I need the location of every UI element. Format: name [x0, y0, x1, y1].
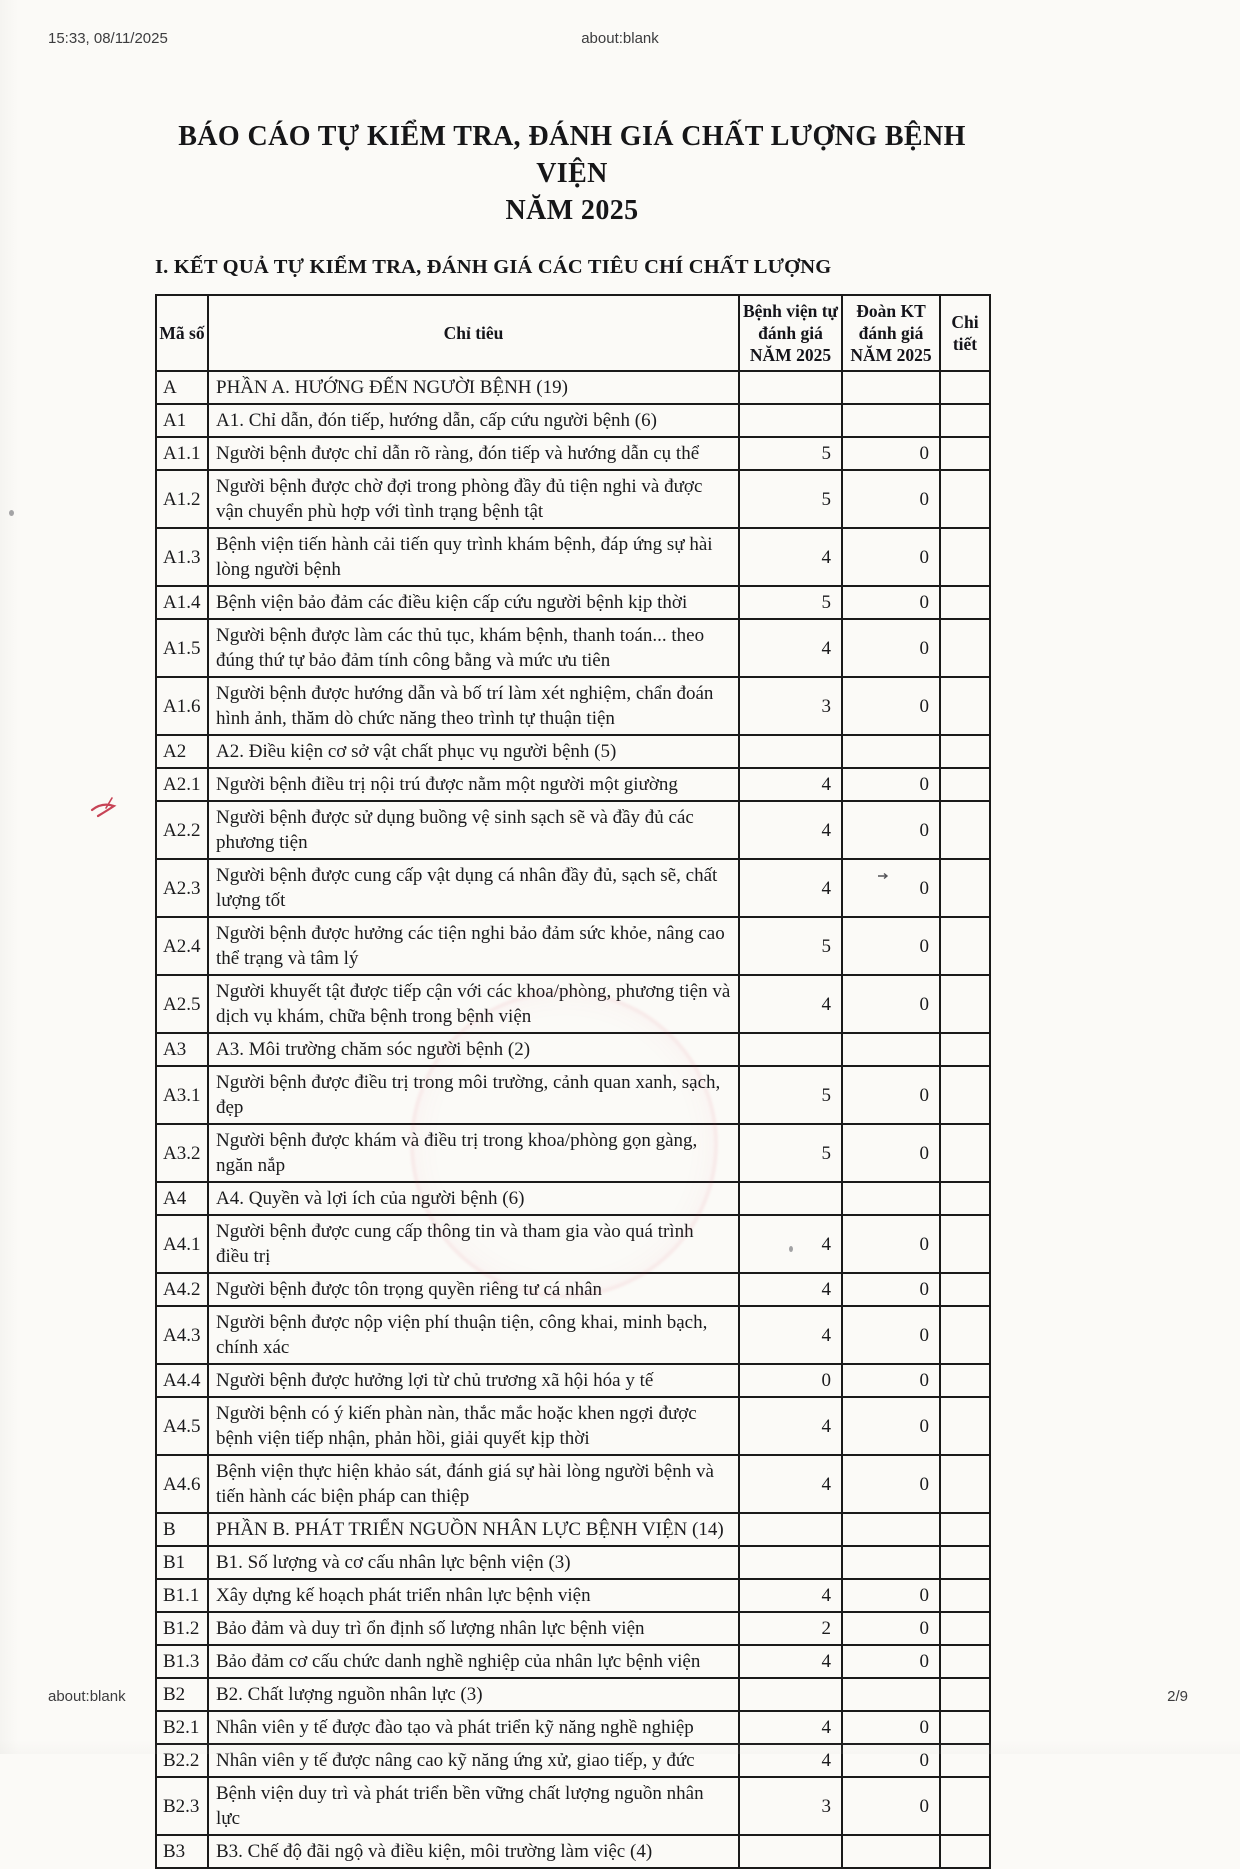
table-row [156, 801, 990, 859]
row-team-score: 0 [842, 859, 940, 917]
row-team-score: 0 [842, 801, 940, 859]
row-team-score: 0 [842, 1306, 940, 1364]
row-self-score: 3 [739, 677, 842, 735]
print-footer [48, 1688, 1188, 1708]
row-detail [940, 586, 990, 619]
row-team-score: 0 [842, 437, 940, 470]
document-title-line1: BÁO CÁO TỰ KIỂM TRA, ĐÁNH GIÁ CHẤT LƯỢNG BỆNH VIỆN [178, 121, 966, 189]
row-self-score [739, 371, 842, 404]
row-detail [940, 1364, 990, 1397]
table-row [156, 1777, 990, 1835]
row-criteria: Người bệnh được điều trị trong môi trường, cảnh quan xanh, sạch, đẹp [208, 1066, 739, 1124]
row-criteria: Bệnh viện thực hiện khảo sát, đánh giá sự hài lòng người bệnh và tiến hành các biện pháp can thiệp [208, 1455, 739, 1513]
row-team-score: 0 [842, 917, 940, 975]
row-detail [940, 437, 990, 470]
row-criteria: Bệnh viện duy trì và phát triển bền vững chất lượng nguồn nhân lực [208, 1777, 739, 1835]
row-team-score: 0 [842, 1215, 940, 1273]
table-row [156, 975, 990, 1033]
row-self-score: 4 [739, 1711, 842, 1744]
row-code: A4.6 [156, 1455, 208, 1513]
row-code: A2.1 [156, 768, 208, 801]
table-row [156, 371, 990, 404]
row-self-score: 4 [739, 1744, 842, 1777]
row-code: A3.1 [156, 1066, 208, 1124]
table-row [156, 677, 990, 735]
row-self-score [739, 1546, 842, 1579]
criteria-table [155, 294, 991, 1869]
row-detail [940, 1513, 990, 1546]
row-self-score: 4 [739, 619, 842, 677]
row-team-score [842, 1513, 940, 1546]
row-code: A3 [156, 1033, 208, 1066]
row-team-score: 0 [842, 1124, 940, 1182]
table-row [156, 1066, 990, 1124]
row-detail [940, 1215, 990, 1273]
row-team-score [842, 1835, 940, 1868]
table-row [156, 1835, 990, 1868]
row-criteria: Người bệnh điều trị nội trú được nằm một người một giường [208, 768, 739, 801]
row-detail [940, 1744, 990, 1777]
table-row [156, 1182, 990, 1215]
row-self-score [739, 735, 842, 768]
scan-speck [789, 1246, 793, 1252]
row-team-score: 0 [842, 1455, 940, 1513]
table-header-row [156, 295, 990, 371]
row-detail [940, 1835, 990, 1868]
row-detail [940, 1777, 990, 1835]
row-team-score: 0 [842, 1273, 940, 1306]
row-criteria: B2. Chất lượng nguồn nhân lực (3) [208, 1678, 739, 1711]
table-row [156, 859, 990, 917]
row-detail [940, 801, 990, 859]
row-criteria: Người khuyết tật được tiếp cận với các khoa/phòng, phương tiện và dịch vụ khám, chữa bệnh trong bệnh viện [208, 975, 739, 1033]
row-detail [940, 528, 990, 586]
row-code: A2.4 [156, 917, 208, 975]
red-pen-mark-icon [88, 794, 122, 828]
row-criteria: Người bệnh được cung cấp thông tin và tham gia vào quá trình điều trị [208, 1215, 739, 1273]
row-team-score: 0 [842, 677, 940, 735]
row-team-score: 0 [842, 1645, 940, 1678]
table-row [156, 1124, 990, 1182]
row-detail [940, 1546, 990, 1579]
table-row [156, 1215, 990, 1273]
row-code: B2.2 [156, 1744, 208, 1777]
row-criteria: Nhân viên y tế được đào tạo và phát triển kỹ năng nghề nghiệp [208, 1711, 739, 1744]
row-criteria: Người bệnh được hướng dẫn và bố trí làm xét nghiệm, chẩn đoán hình ảnh, thăm dò chức năng theo trình tự thuận tiện [208, 677, 739, 735]
row-code: A2.5 [156, 975, 208, 1033]
row-code: B2.3 [156, 1777, 208, 1835]
table-row [156, 437, 990, 470]
row-code: A1.5 [156, 619, 208, 677]
row-detail [940, 677, 990, 735]
row-self-score: 5 [739, 1066, 842, 1124]
table-row [156, 404, 990, 437]
row-team-score: 0 [842, 768, 940, 801]
row-code: B1.3 [156, 1645, 208, 1678]
row-self-score: 4 [739, 859, 842, 917]
row-team-score: 0 [842, 975, 940, 1033]
row-criteria: Người bệnh được khám và điều trị trong khoa/phòng gọn gàng, ngăn nắp [208, 1124, 739, 1182]
row-self-score: 0 [739, 1364, 842, 1397]
row-criteria: A3. Môi trường chăm sóc người bệnh (2) [208, 1033, 739, 1066]
row-criteria: Người bệnh được nộp viện phí thuận tiện, công khai, minh bạch, chính xác [208, 1306, 739, 1364]
document-title-line2: NĂM 2025 [505, 195, 639, 226]
table-row [156, 619, 990, 677]
row-code: A4.1 [156, 1215, 208, 1273]
row-criteria: A4. Quyền và lợi ích của người bệnh (6) [208, 1182, 739, 1215]
row-detail [940, 619, 990, 677]
row-code: A4.4 [156, 1364, 208, 1397]
row-team-score: 0 [842, 1711, 940, 1744]
row-criteria: Người bệnh được hưởng lợi từ chủ trương xã hội hóa y tế [208, 1364, 739, 1397]
row-team-score: 0 [842, 1744, 940, 1777]
row-detail [940, 404, 990, 437]
row-criteria: PHẦN B. PHÁT TRIỂN NGUỒN NHÂN LỰC BỆNH VIỆN (14) [208, 1513, 739, 1546]
row-team-score [842, 1182, 940, 1215]
row-code: A3.2 [156, 1124, 208, 1182]
table-row [156, 1513, 990, 1546]
table-row [156, 1645, 990, 1678]
row-team-score: 0 [842, 1612, 940, 1645]
table-row [156, 1306, 990, 1364]
row-team-score [842, 371, 940, 404]
row-code: A4.5 [156, 1397, 208, 1455]
row-detail [940, 1397, 990, 1455]
row-detail [940, 735, 990, 768]
row-team-score: 0 [842, 1364, 940, 1397]
row-criteria: PHẦN A. HƯỚNG ĐẾN NGƯỜI BỆNH (19) [208, 371, 739, 404]
row-self-score [739, 404, 842, 437]
row-team-score: 0 [842, 586, 940, 619]
row-criteria: Người bệnh được tôn trọng quyền riêng tư cá nhân [208, 1273, 739, 1306]
row-detail [940, 768, 990, 801]
row-self-score: 5 [739, 917, 842, 975]
document-content [155, 118, 989, 1869]
print-timestamp: 15:33, 08/11/2025 [48, 30, 168, 47]
row-detail [940, 1066, 990, 1124]
table-row [156, 1744, 990, 1777]
row-criteria: Bảo đảm và duy trì ổn định số lượng nhân lực bệnh viện [208, 1612, 739, 1645]
row-code: A2 [156, 735, 208, 768]
row-criteria: B1. Số lượng và cơ cấu nhân lực bệnh viện (3) [208, 1546, 739, 1579]
row-detail [940, 1124, 990, 1182]
row-code: A4.2 [156, 1273, 208, 1306]
print-source-url: about:blank [581, 30, 659, 47]
row-self-score: 4 [739, 1579, 842, 1612]
row-self-score [739, 1033, 842, 1066]
table-row [156, 917, 990, 975]
row-code: B1.1 [156, 1579, 208, 1612]
header-criteria: Chỉ tiêu [208, 295, 739, 371]
row-detail [940, 917, 990, 975]
row-code: A4.3 [156, 1306, 208, 1364]
row-detail [940, 1273, 990, 1306]
row-criteria: Bệnh viện bảo đảm các điều kiện cấp cứu người bệnh kịp thời [208, 586, 739, 619]
row-team-score [842, 1546, 940, 1579]
row-self-score: 5 [739, 586, 842, 619]
row-criteria: B3. Chế độ đãi ngộ và điều kiện, môi trường làm việc (4) [208, 1835, 739, 1868]
row-criteria: Người bệnh được cung cấp vật dụng cá nhân đầy đủ, sạch sẽ, chất lượng tốt [208, 859, 739, 917]
section-heading: I. KẾT QUẢ TỰ KIỂM TRA, ĐÁNH GIÁ CÁC TIÊU CHÍ CHẤT LƯỢNG [155, 256, 832, 278]
row-self-score: 4 [739, 1273, 842, 1306]
row-detail [940, 371, 990, 404]
row-self-score: 4 [739, 1645, 842, 1678]
row-criteria: Nhân viên y tế được nâng cao kỹ năng ứng xử, giao tiếp, y đức [208, 1744, 739, 1777]
criteria-table-body [156, 371, 990, 1868]
row-self-score: 5 [739, 1124, 842, 1182]
row-detail [940, 859, 990, 917]
print-header [48, 30, 1192, 50]
row-criteria: A2. Điều kiện cơ sở vật chất phục vụ người bệnh (5) [208, 735, 739, 768]
row-detail [940, 1612, 990, 1645]
row-self-score: 4 [739, 528, 842, 586]
table-row [156, 1711, 990, 1744]
row-detail [940, 1182, 990, 1215]
row-detail [940, 1306, 990, 1364]
row-self-score [739, 1513, 842, 1546]
header-team-assessment: Đoàn KT đánh giá NĂM 2025 [842, 295, 940, 371]
row-self-score: 4 [739, 1397, 842, 1455]
row-self-score: 4 [739, 1455, 842, 1513]
row-criteria: A1. Chỉ dẫn, đón tiếp, hướng dẫn, cấp cứu người bệnh (6) [208, 404, 739, 437]
row-code: A1.1 [156, 437, 208, 470]
row-criteria: Người bệnh được sử dụng buồng vệ sinh sạch sẽ và đầy đủ các phương tiện [208, 801, 739, 859]
row-detail [940, 1579, 990, 1612]
row-code: A [156, 371, 208, 404]
row-detail [940, 1033, 990, 1066]
row-detail [940, 470, 990, 528]
row-detail [940, 1455, 990, 1513]
row-code: B2.1 [156, 1711, 208, 1744]
row-team-score: 0 [842, 619, 940, 677]
row-code: B3 [156, 1835, 208, 1868]
row-criteria: Xây dựng kế hoạch phát triển nhân lực bệnh viện [208, 1579, 739, 1612]
table-row [156, 1033, 990, 1066]
row-team-score: 0 [842, 528, 940, 586]
row-detail [940, 1711, 990, 1744]
row-self-score: 4 [739, 801, 842, 859]
row-self-score: 5 [739, 437, 842, 470]
header-detail: Chi tiết [940, 295, 990, 371]
table-row [156, 1273, 990, 1306]
row-code: B [156, 1513, 208, 1546]
table-row [156, 768, 990, 801]
row-self-score: 4 [739, 1306, 842, 1364]
header-self-assessment: Bệnh viện tự đánh giá NĂM 2025 [739, 295, 842, 371]
footer-source-url: about:blank [48, 1688, 126, 1705]
row-team-score: 0 [842, 1777, 940, 1835]
table-row [156, 1455, 990, 1513]
header-code: Mã số [156, 295, 208, 371]
row-code: A1.2 [156, 470, 208, 528]
row-self-score [739, 1835, 842, 1868]
row-self-score: 4 [739, 1215, 842, 1273]
table-row [156, 528, 990, 586]
table-row [156, 1397, 990, 1455]
table-row [156, 1546, 990, 1579]
scan-speck [9, 510, 14, 516]
row-self-score: 4 [739, 768, 842, 801]
footer-page-indicator: 2/9 [1167, 1688, 1188, 1705]
table-row [156, 470, 990, 528]
row-self-score: 2 [739, 1612, 842, 1645]
row-criteria: Người bệnh được hưởng các tiện nghi bảo đảm sức khỏe, nâng cao thể trạng và tâm lý [208, 917, 739, 975]
row-criteria: Người bệnh được chỉ dẫn rõ ràng, đón tiếp và hướng dẫn cụ thể [208, 437, 739, 470]
row-code: B1 [156, 1546, 208, 1579]
row-code: A4 [156, 1182, 208, 1215]
row-code: A2.2 [156, 801, 208, 859]
row-self-score: 3 [739, 1777, 842, 1835]
row-self-score: 4 [739, 975, 842, 1033]
row-self-score [739, 1182, 842, 1215]
table-row [156, 735, 990, 768]
row-detail [940, 1645, 990, 1678]
table-row [156, 1579, 990, 1612]
document-title [155, 118, 989, 229]
row-self-score: 5 [739, 470, 842, 528]
row-team-score [842, 404, 940, 437]
row-detail [940, 975, 990, 1033]
row-criteria: Bảo đảm cơ cấu chức danh nghề nghiệp của nhân lực bệnh viện [208, 1645, 739, 1678]
row-criteria: Người bệnh có ý kiến phàn nàn, thắc mắc hoặc khen ngợi được bệnh viện tiếp nhận, phản hồi, giải quyết kịp thời [208, 1397, 739, 1455]
pen-tick-icon [877, 872, 889, 880]
row-code: A1.3 [156, 528, 208, 586]
table-row [156, 1612, 990, 1645]
row-team-score [842, 735, 940, 768]
row-team-score: 0 [842, 1397, 940, 1455]
row-team-score: 0 [842, 470, 940, 528]
row-criteria: Bệnh viện tiến hành cải tiến quy trình khám bệnh, đáp ứng sự hài lòng người bệnh [208, 528, 739, 586]
table-row [156, 586, 990, 619]
table-row [156, 1364, 990, 1397]
row-code: A1 [156, 404, 208, 437]
row-team-score: 0 [842, 1066, 940, 1124]
row-team-score [842, 1033, 940, 1066]
row-code: A1.6 [156, 677, 208, 735]
row-code: B1.2 [156, 1612, 208, 1645]
row-team-score: 0 [842, 1579, 940, 1612]
row-code: B2 [156, 1678, 208, 1711]
row-criteria: Người bệnh được làm các thủ tục, khám bệnh, thanh toán... theo đúng thứ tự bảo đảm tính công bằng và mức ưu tiên [208, 619, 739, 677]
row-code: A1.4 [156, 586, 208, 619]
row-code: A2.3 [156, 859, 208, 917]
row-criteria: Người bệnh được chờ đợi trong phòng đầy đủ tiện nghi và được vận chuyển phù hợp với tình trạng bệnh tật [208, 470, 739, 528]
